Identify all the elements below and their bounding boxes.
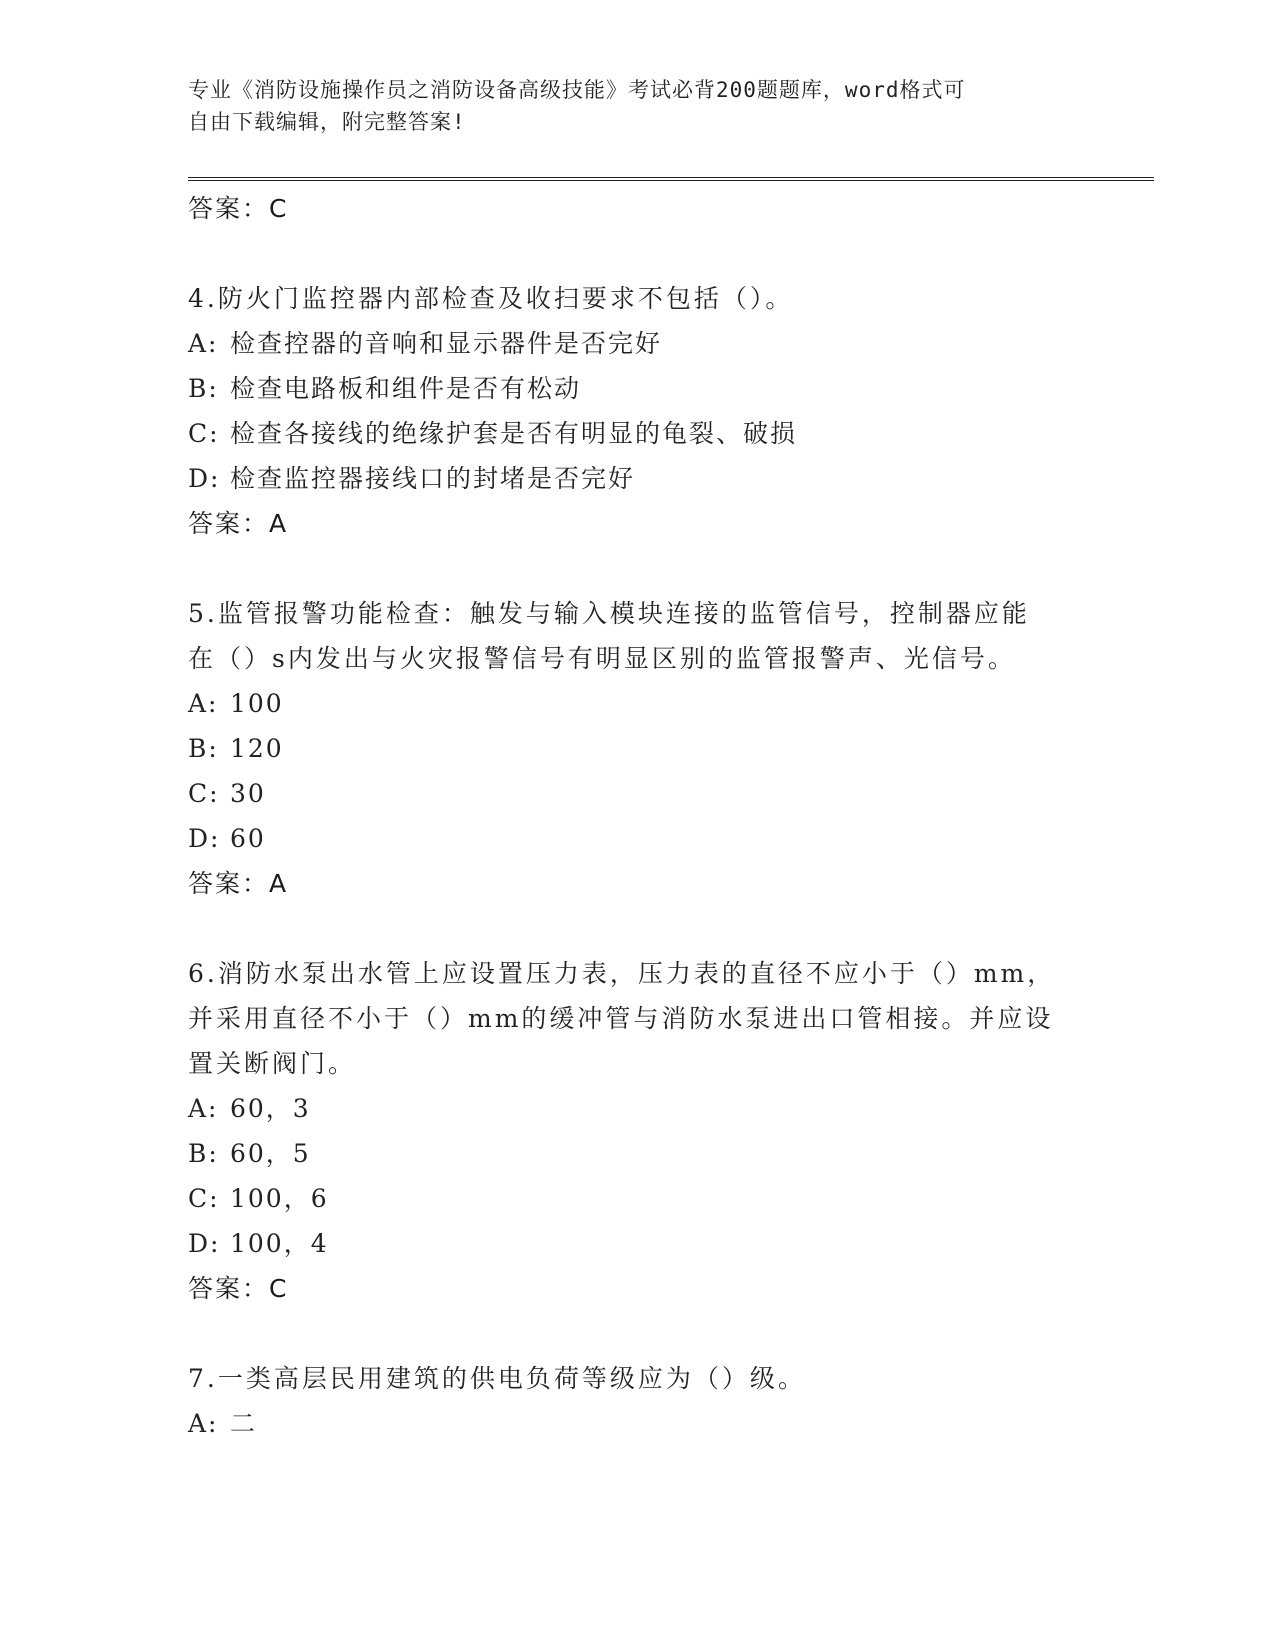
question-4-option-d	[188, 461, 635, 497]
option-text: 检查各接线的绝缘护套是否有明显的龟裂、破损	[230, 419, 798, 448]
option-key: B:	[188, 374, 219, 403]
option-text: 100，4	[230, 1229, 329, 1258]
question-5-option-a	[188, 686, 284, 722]
option-text: 100	[230, 689, 284, 718]
option-key: C:	[188, 1184, 220, 1213]
option-text: 120	[230, 734, 284, 763]
option-key: D:	[188, 464, 221, 493]
option-key: C:	[188, 779, 220, 808]
option-text: 60，5	[230, 1139, 311, 1168]
document-header-line-1: 专业《消防设施操作员之消防设备高级技能》考试必背200题题库，word格式可	[188, 78, 966, 102]
question-5-stem-line-2: 在（）s内发出与火灾报警信号有明显区别的监管报警声、光信号。	[188, 644, 1016, 673]
question-6-option-b	[188, 1136, 311, 1172]
option-key: A:	[188, 1409, 219, 1438]
option-key: A:	[188, 329, 219, 358]
question-4-option-b	[188, 371, 581, 407]
answer-q6: 答案：C	[188, 1274, 289, 1303]
question-6-option-d	[188, 1226, 329, 1262]
header-divider-bottom	[188, 180, 1154, 181]
question-6-stem-line-3: 置关断阀门。	[188, 1049, 357, 1078]
document-header-line-2: 自由下载编辑，附完整答案!	[188, 110, 466, 134]
option-text: 检查电路板和组件是否有松动	[230, 374, 582, 403]
option-text: 二	[230, 1409, 258, 1438]
question-4-stem: 4.防火门监控器内部检查及收扫要求不包括（）。	[188, 284, 794, 313]
option-key: C:	[188, 419, 220, 448]
question-5-option-b	[188, 731, 284, 767]
question-6-option-c	[188, 1181, 329, 1217]
question-6-option-a	[188, 1091, 311, 1127]
option-key: A:	[188, 1094, 219, 1123]
answer-q5: 答案：A	[188, 869, 289, 898]
question-5-option-c	[188, 776, 266, 812]
option-text: 60	[230, 824, 266, 853]
question-6-stem-line-1: 6.消防水泵出水管上应设置压力表，压力表的直径不应小于（）mm，	[188, 959, 1056, 988]
answer-q3: 答案：C	[188, 194, 289, 223]
option-text: 30	[230, 779, 266, 808]
question-7-stem: 7.一类高层民用建筑的供电负荷等级应为（）级。	[188, 1364, 806, 1393]
answer-q4: 答案：A	[188, 509, 289, 538]
question-5-stem-line-1: 5.监管报警功能检查：触发与输入模块连接的监管信号，控制器应能	[188, 599, 1030, 628]
question-4-option-c	[188, 416, 797, 452]
question-5-option-d	[188, 821, 266, 857]
option-text: 100，6	[230, 1184, 329, 1213]
option-key: A:	[188, 689, 219, 718]
option-text: 检查监控器接线口的封堵是否完好	[230, 464, 636, 493]
option-text: 60，3	[230, 1094, 311, 1123]
option-key: B:	[188, 1139, 219, 1168]
option-text: 检查控器的音响和显示器件是否完好	[230, 329, 663, 358]
header-divider-top	[188, 177, 1154, 178]
option-key: B:	[188, 734, 219, 763]
question-6-stem-line-2: 并采用直径不小于（）mm的缓冲管与消防水泵进出口管相接。并应设	[188, 1004, 1054, 1033]
option-key: D:	[188, 1229, 221, 1258]
question-4-option-a	[188, 326, 662, 362]
question-7-option-a	[188, 1406, 257, 1442]
option-key: D:	[188, 824, 221, 853]
